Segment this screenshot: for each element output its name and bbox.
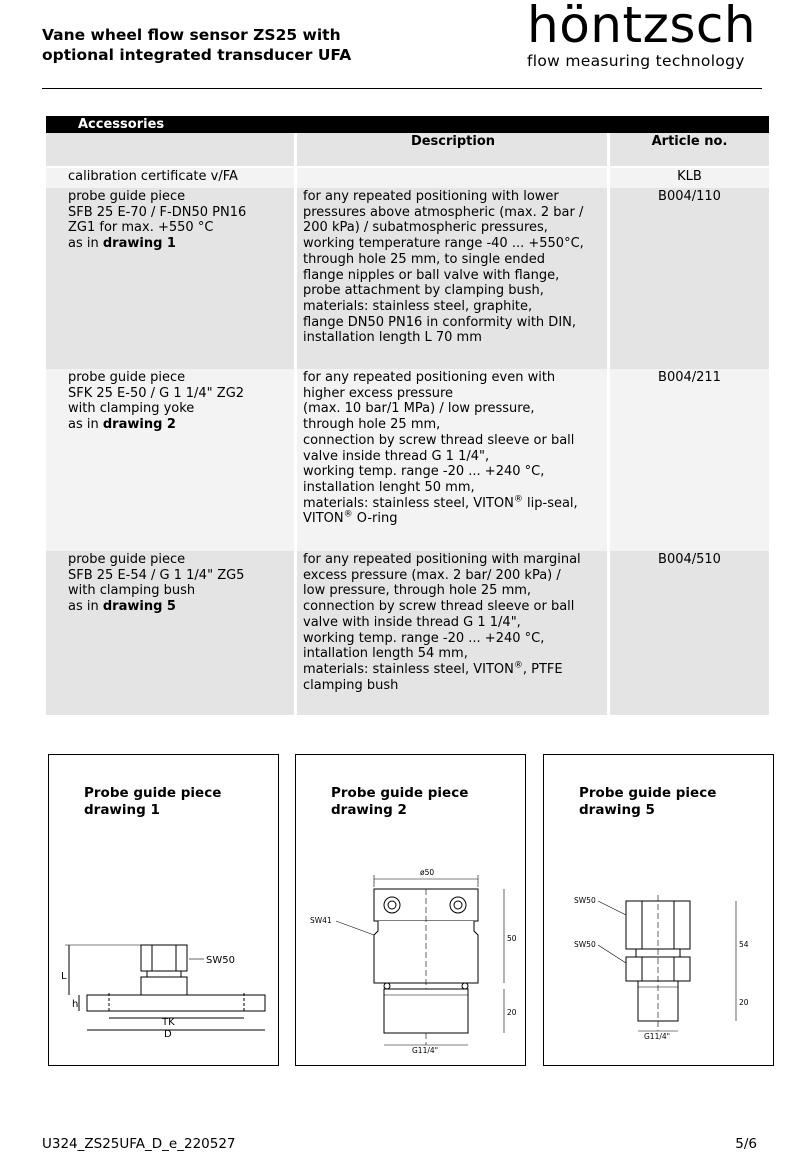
table-row bbox=[46, 551, 769, 715]
table-row bbox=[46, 188, 769, 369]
label-thread: G11/4" bbox=[412, 1046, 439, 1055]
drawing-2-box bbox=[295, 754, 526, 1066]
column-header-item bbox=[46, 133, 296, 166]
footer-page-number: 5/6 bbox=[735, 1136, 757, 1152]
label-sw50: SW50 bbox=[206, 955, 235, 966]
title-line-1: Vane wheel flow sensor ZS25 with bbox=[42, 26, 341, 44]
drawing-5-box bbox=[543, 754, 774, 1066]
column-header-description: Description bbox=[296, 133, 609, 166]
document-title bbox=[42, 25, 351, 65]
header-divider bbox=[42, 88, 762, 89]
brand-name: höntzsch bbox=[527, 0, 757, 54]
label-height-50: 50 bbox=[507, 934, 517, 943]
section-title: Accessories bbox=[46, 116, 769, 133]
description-cell: for any repeated positioning even with higher excess pressure (max. 10 bar/1 MPa) / low pressure, through hole 25 mm, connection by screw thread sleeve or ball valve inside thread G 1 1/4", working temp. range -20 ... +240 °C, installation lenght 50 mm, materials: stainless steel, VITON® lip-seal, VITON® O-ring bbox=[296, 369, 609, 551]
label-diameter: ø50 bbox=[420, 868, 435, 877]
drawing-reference: drawing 5 bbox=[102, 599, 176, 615]
brand-tagline: flow measuring technology bbox=[527, 52, 745, 70]
item-cell: probe guide piece SFB 25 E-54 / G 1 1/4" ZG5 with clamping bush as in drawing 5 bbox=[46, 551, 296, 715]
drawing-1-title: Probe guide piece drawing 1 bbox=[84, 785, 222, 818]
drawing-1-box bbox=[48, 754, 279, 1066]
accessories-table bbox=[46, 116, 769, 715]
drawing-2-svg bbox=[296, 755, 525, 1065]
label-height-20: 20 bbox=[739, 998, 749, 1007]
drawing-reference: drawing 1 bbox=[102, 236, 176, 252]
label-height-54: 54 bbox=[739, 940, 749, 949]
drawing-1-svg bbox=[49, 755, 278, 1065]
label-sw41: SW41 bbox=[310, 916, 332, 925]
table-row bbox=[46, 369, 769, 551]
description-cell: for any repeated positioning with marginal excess pressure (max. 2 bar/ 200 kPa) / low pressure, through hole 25 mm, connection by screw thread sleeve or ball valve with inside thread G 1 1/4", working temp. range -20 ... +240 °C, intallation length 54 mm, materials: stainless steel, VITON®, PTFE clamping bush bbox=[296, 551, 609, 715]
label-height-20: 20 bbox=[507, 1008, 517, 1017]
footer-document-id: U324_ZS25UFA_D_e_220527 bbox=[42, 1136, 236, 1152]
label-h: h bbox=[72, 999, 79, 1010]
brand-logo bbox=[527, 0, 762, 70]
drawing-reference: drawing 2 bbox=[102, 417, 176, 433]
drawing-5-title: Probe guide piece drawing 5 bbox=[579, 785, 717, 818]
table-section-header bbox=[46, 116, 769, 133]
label-l: L bbox=[61, 971, 67, 982]
item-cell: probe guide piece SFB 25 E-70 / F-DN50 PN16 ZG1 for max. +550 °C as in drawing 1 bbox=[46, 188, 296, 369]
drawing-5-svg bbox=[544, 755, 773, 1065]
table-row bbox=[46, 168, 769, 188]
item-cell: calibration certificate v/FA bbox=[46, 168, 296, 188]
article-cell: B004/211 bbox=[609, 369, 770, 551]
article-cell: KLB bbox=[609, 168, 770, 188]
title-line-2: optional integrated transducer UFA bbox=[42, 46, 352, 64]
column-header-row bbox=[46, 133, 769, 166]
label-tk: TK bbox=[162, 1017, 175, 1028]
item-cell: probe guide piece SFK 25 E-50 / G 1 1/4" ZG2 with clamping yoke as in drawing 2 bbox=[46, 369, 296, 551]
description-cell bbox=[296, 168, 609, 188]
article-cell: B004/110 bbox=[609, 188, 770, 369]
description-cell: for any repeated positioning with lower pressures above atmospheric (max. 2 bar / 200 kPa) / subatmospheric pressures, working temperature range -40 ... +550°C, through hole 25 mm, to single ended flange nipples or ball valve with flange, probe attachment by clamping bush, materials: stainless steel, graphite, flange DN50 PN16 in conformity with DIN, installation length L 70 mm bbox=[296, 188, 609, 369]
column-header-article: Article no. bbox=[609, 133, 770, 166]
label-d: D bbox=[164, 1029, 172, 1040]
label-thread: G11/4" bbox=[644, 1032, 671, 1041]
article-cell: B004/510 bbox=[609, 551, 770, 715]
label-sw50-bottom: SW50 bbox=[574, 940, 596, 949]
label-sw50-top: SW50 bbox=[574, 896, 596, 905]
drawing-2-title: Probe guide piece drawing 2 bbox=[331, 785, 469, 818]
